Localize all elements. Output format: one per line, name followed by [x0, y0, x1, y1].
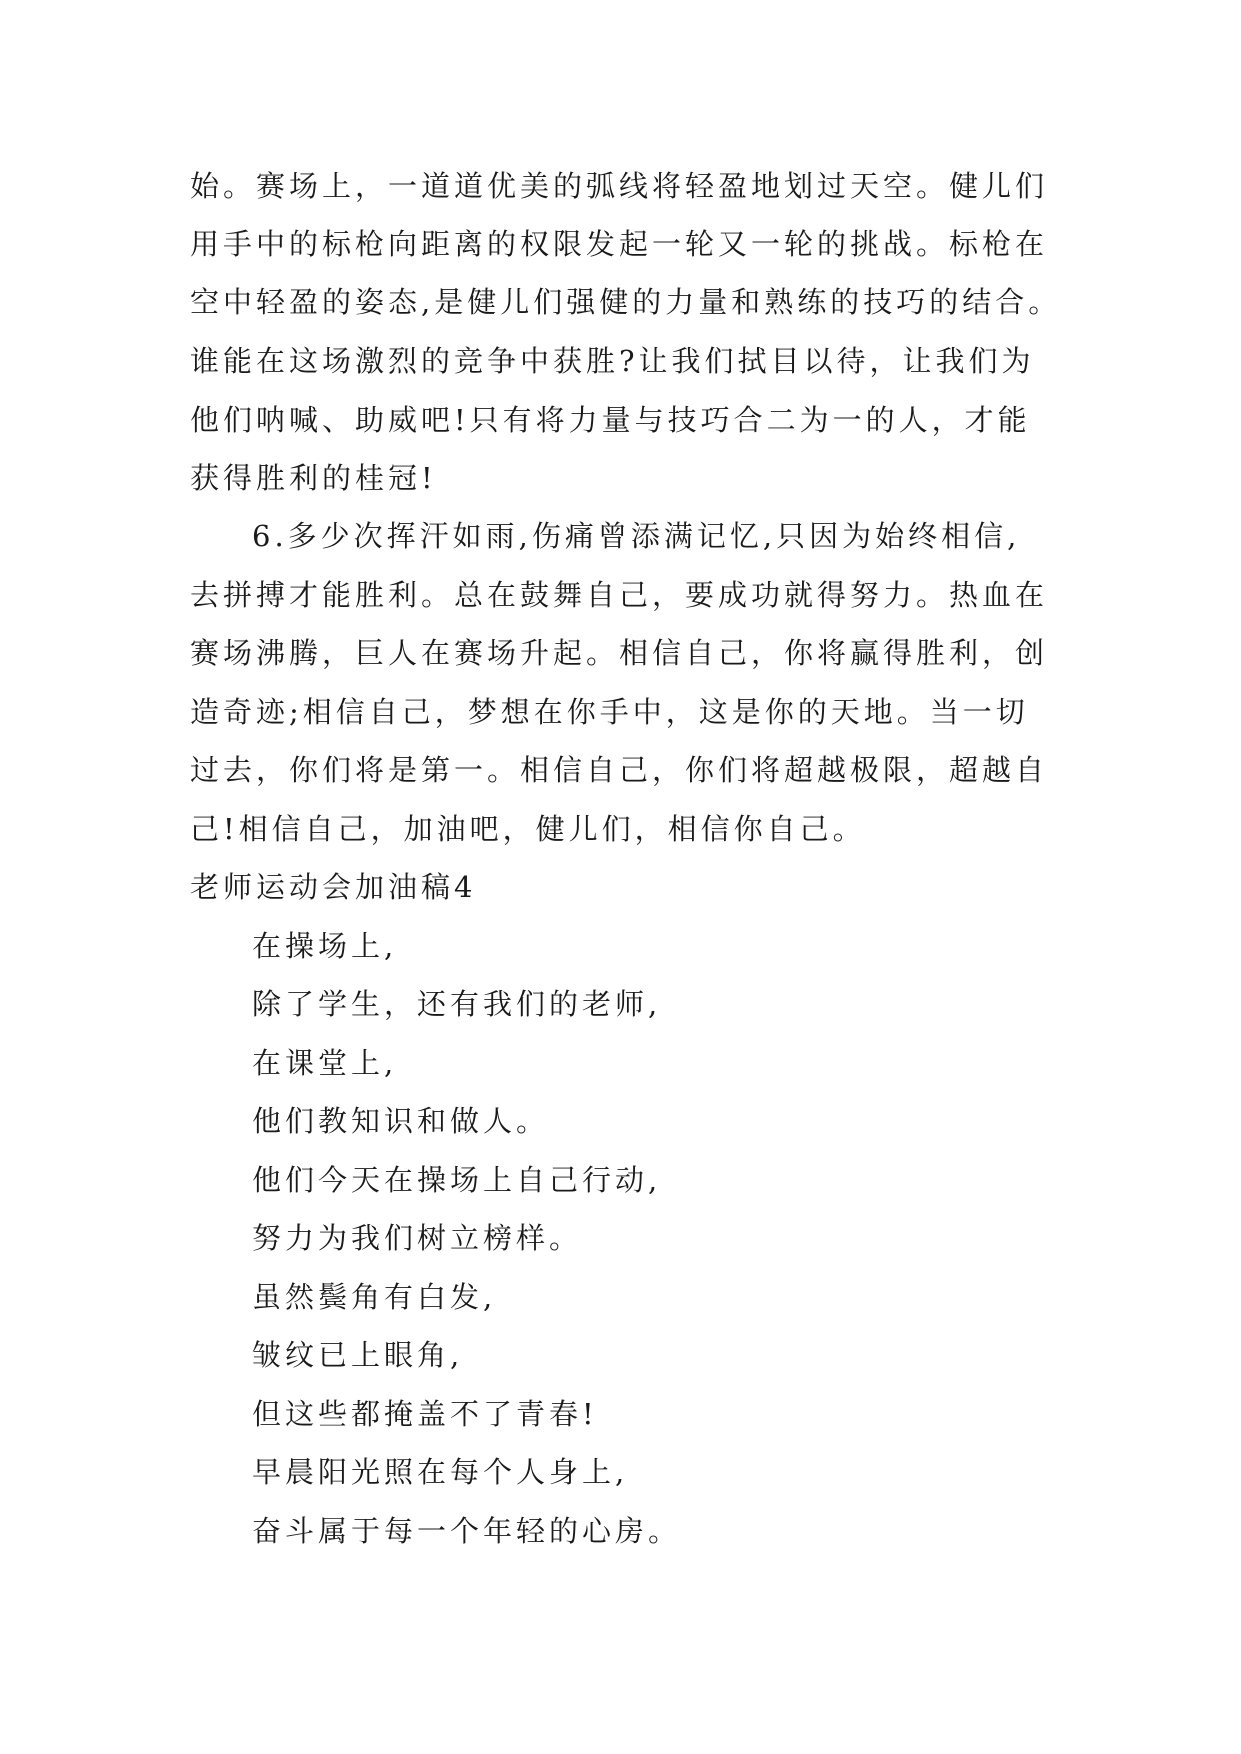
paragraph-line: 获得胜利的桂冠! [190, 461, 437, 495]
paragraph-line: 6.多少次挥汗如雨,伤痛曾添满记忆,只因为始终相信, [252, 519, 1021, 553]
poem-line: 除了学生，还有我们的老师, [252, 987, 662, 1021]
poem-line: 奋斗属于每一个年轻的心房。 [252, 1514, 682, 1548]
paragraph-line: 造奇迹;相信自己，梦想在你手中，这是你的天地。当一切 [190, 695, 1029, 729]
poem-line: 但这些都掩盖不了青春! [252, 1397, 598, 1431]
poem-line: 早晨阳光照在每个人身上, [252, 1455, 629, 1489]
paragraph-line: 他们呐喊、助威吧!只有将力量与技巧合二为一的人，才能 [190, 403, 1031, 437]
paragraph-line: 始。赛场上，一道道优美的弧线将轻盈地划过天空。健儿们 [190, 169, 1049, 203]
poem-line: 努力为我们树立榜样。 [252, 1221, 583, 1255]
poem-line: 他们今天在操场上自己行动, [252, 1163, 662, 1197]
section-heading: 老师运动会加油稿4 [190, 870, 477, 904]
poem-line: 在课堂上, [252, 1046, 398, 1080]
poem-line: 他们教知识和做人。 [252, 1104, 550, 1138]
paragraph-line: 己!相信自己，加油吧，健儿们，相信你自己。 [190, 812, 866, 846]
paragraph-line: 用手中的标枪向距离的权限发起一轮又一轮的挑战。标枪在 [190, 227, 1049, 261]
paragraph-line: 空中轻盈的姿态,是健儿们强健的力量和熟练的技巧的结合。 [190, 285, 1062, 319]
paragraph-line: 去拼搏才能胜利。总在鼓舞自己，要成功就得努力。热血在 [190, 578, 1049, 612]
poem-line: 在操场上, [252, 929, 398, 963]
paragraph-line: 谁能在这场激烈的竞争中获胜?让我们拭目以待，让我们为 [190, 344, 1035, 378]
poem-line: 虽然鬓角有白发, [252, 1280, 497, 1314]
paragraph-line: 过去，你们将是第一。相信自己，你们将超越极限，超越自 [190, 753, 1049, 787]
paragraph-line: 赛场沸腾，巨人在赛场升起。相信自己，你将赢得胜利，创 [190, 636, 1049, 670]
poem-line: 皱纹已上眼角, [252, 1338, 464, 1372]
